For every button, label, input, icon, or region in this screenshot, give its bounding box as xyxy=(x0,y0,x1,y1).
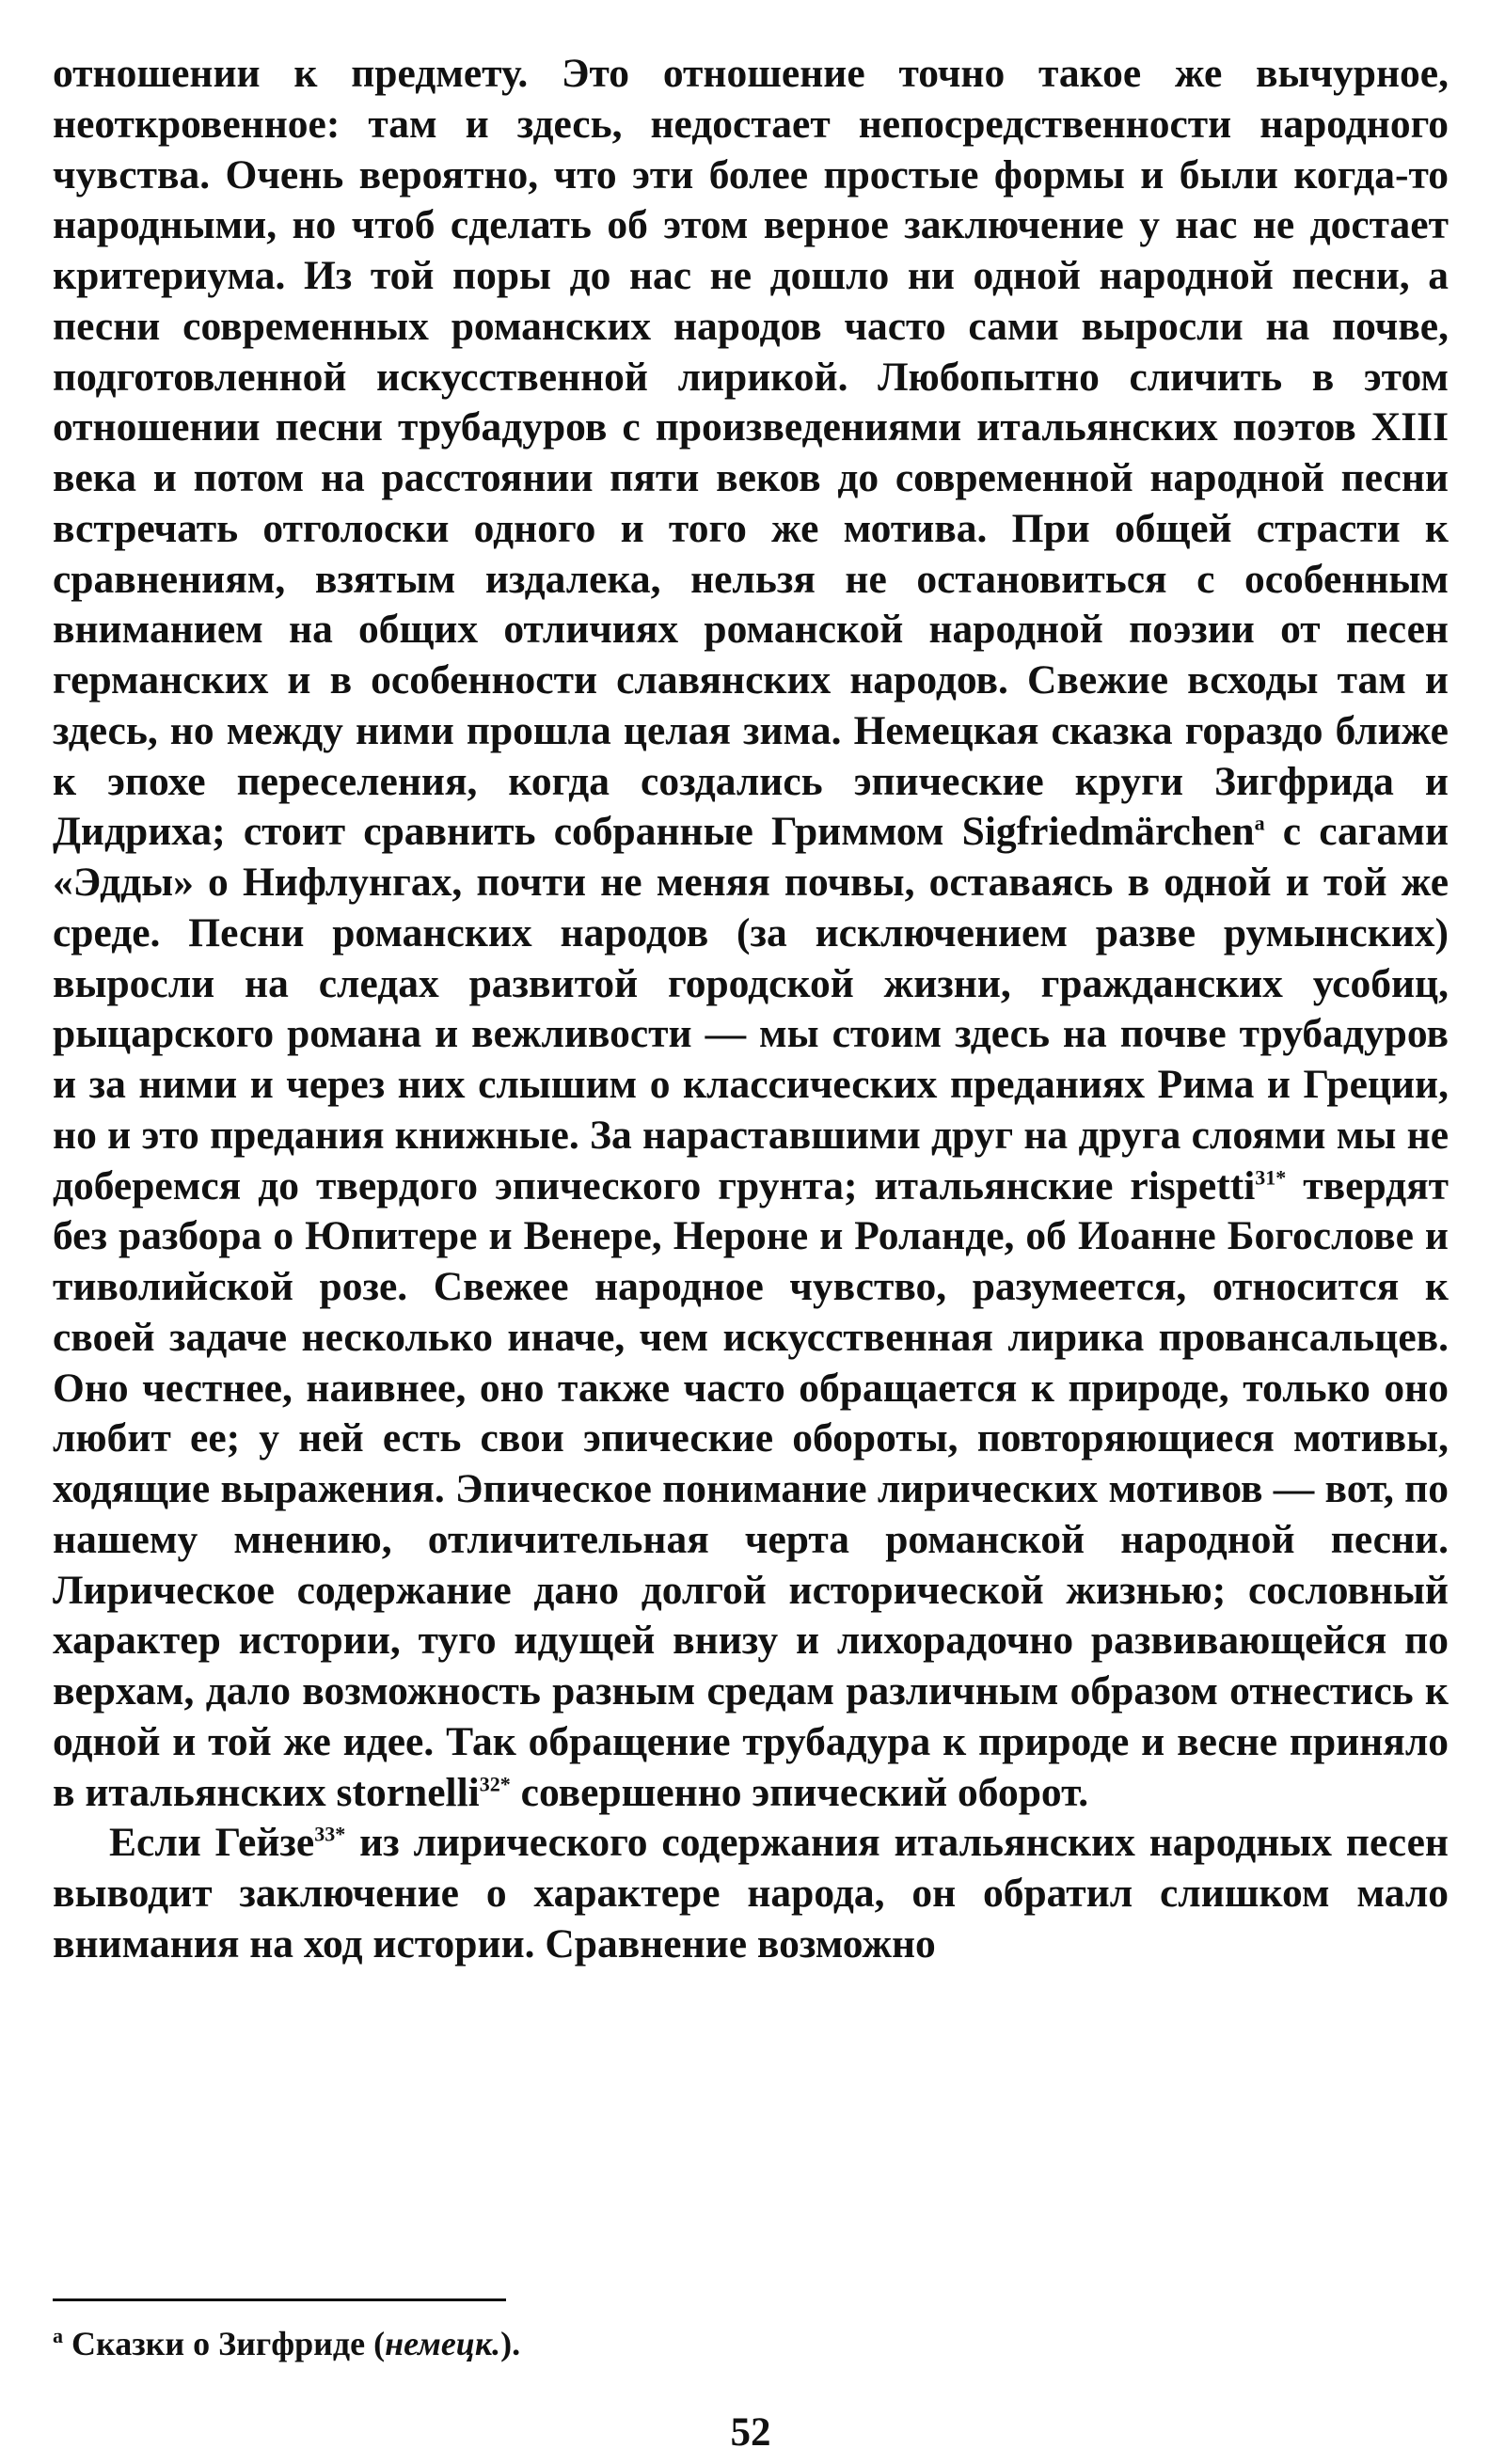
page-number: 52 xyxy=(730,2410,771,2455)
note-reference: 33* xyxy=(314,1822,346,1846)
text-segment: Если Гейзе xyxy=(109,1820,315,1866)
text-segment: отношении к предмету. Это отношение точно такое же вычурное, неоткровенное: там и здесь, недостает непосредственности народного чувства. Очень вероятно, что эти более простые формы и были когда-то народными, но чтоб сделать об этом верное заключение у нас не достает критериума. Из той поры до нас не дошло ни одной народной песни, а песни современных романских народов часто сами выросли на почве, подготовленной искусственной лирикой. Любопытно сличить в этом отношении песни трубадуров с произведениями итальянских поэтов XIII века и потом на расстоянии пяти веков до современной народной песни встречать отголоски одного и того же мотива. При общей страсти к сравнениям, взятым издалека, нельзя не остановиться с особенным вниманием на общих отличиях романской народной поэзии от песен германских и в особенности славянских народов. Свежие всходы там и здесь, но между ними прошла целая зима. Немецкая сказка гораздо ближе к эпохе переселения, когда создались эпические круги Зигфрида и Дидриха; стоит сравнить собранные Гриммом Sigfriedmärchen xyxy=(53,51,1449,855)
footnote xyxy=(53,2323,1449,2364)
footnote-text: Сказки о Зигфриде ( xyxy=(71,2325,386,2362)
text-segment: твердят без разбора о Юпитере и Венере, Нероне и Роланде, об Иоанне Богослове и тиволийской розе. Свежее народное чувство, разумеется, относится к своей задаче несколько иначе, чем искусственная лирика провансальцев. Оно честнее, наивнее, оно также часто обращается к природе, только оно любит ее; у ней есть свои эпические обороты, повторяющиеся мотивы, ходящие выражения. Эпическое понимание лирических мотивов — вот, по нашему мнению, отличительная черта романской народной песни. Лирическое содержание дано долгой исторической жизнью; сословный характер истории, туго идущей внизу и лихорадочно развивающейся по верхам, дало возможность разным средам различным образом отнестись к одной и той же идее. Так обращение трубадура к природе и весне приняло в итальянских stornelli xyxy=(53,1162,1449,1815)
footnote-marker: a xyxy=(1254,811,1265,835)
body-text xyxy=(53,49,1449,1970)
note-reference: 31* xyxy=(1255,1165,1287,1189)
footnote-mark: a xyxy=(53,2324,63,2347)
text-segment: с сагами «Эдды» о Нифлунгах, почти не меняя почвы, оставаясь в одной и той же среде. Песни романских народов (за исключением разве румынских) выросли на следах развитой городской жизни, гражданских усобиц, рыцарского романа и вежливости — мы стоим здесь на почве трубадуров и за ними и через них слышим о классических преданиях Рима и Греции, но и это предания книжные. За нараставшими друг на друга слоями мы не доберемся до твердого эпического грунта; итальянские rispetti xyxy=(53,809,1450,1208)
footnote-divider xyxy=(53,2298,506,2301)
paragraph-2 xyxy=(53,1818,1449,1969)
footnote-language: немецк. xyxy=(385,2325,501,2362)
text-segment: совершенно эпический оборот. xyxy=(510,1769,1089,1815)
note-reference: 32* xyxy=(479,1772,511,1795)
book-page xyxy=(53,49,1450,2455)
paragraph-1 xyxy=(53,49,1449,1818)
footnote-close: ). xyxy=(500,2325,521,2362)
text-segment: из лирического содержания итальянских народных песен выводит заключение о характере народа, он обратил слишком мало внимания на ход истории. Сравнение возможно xyxy=(53,1820,1449,1966)
